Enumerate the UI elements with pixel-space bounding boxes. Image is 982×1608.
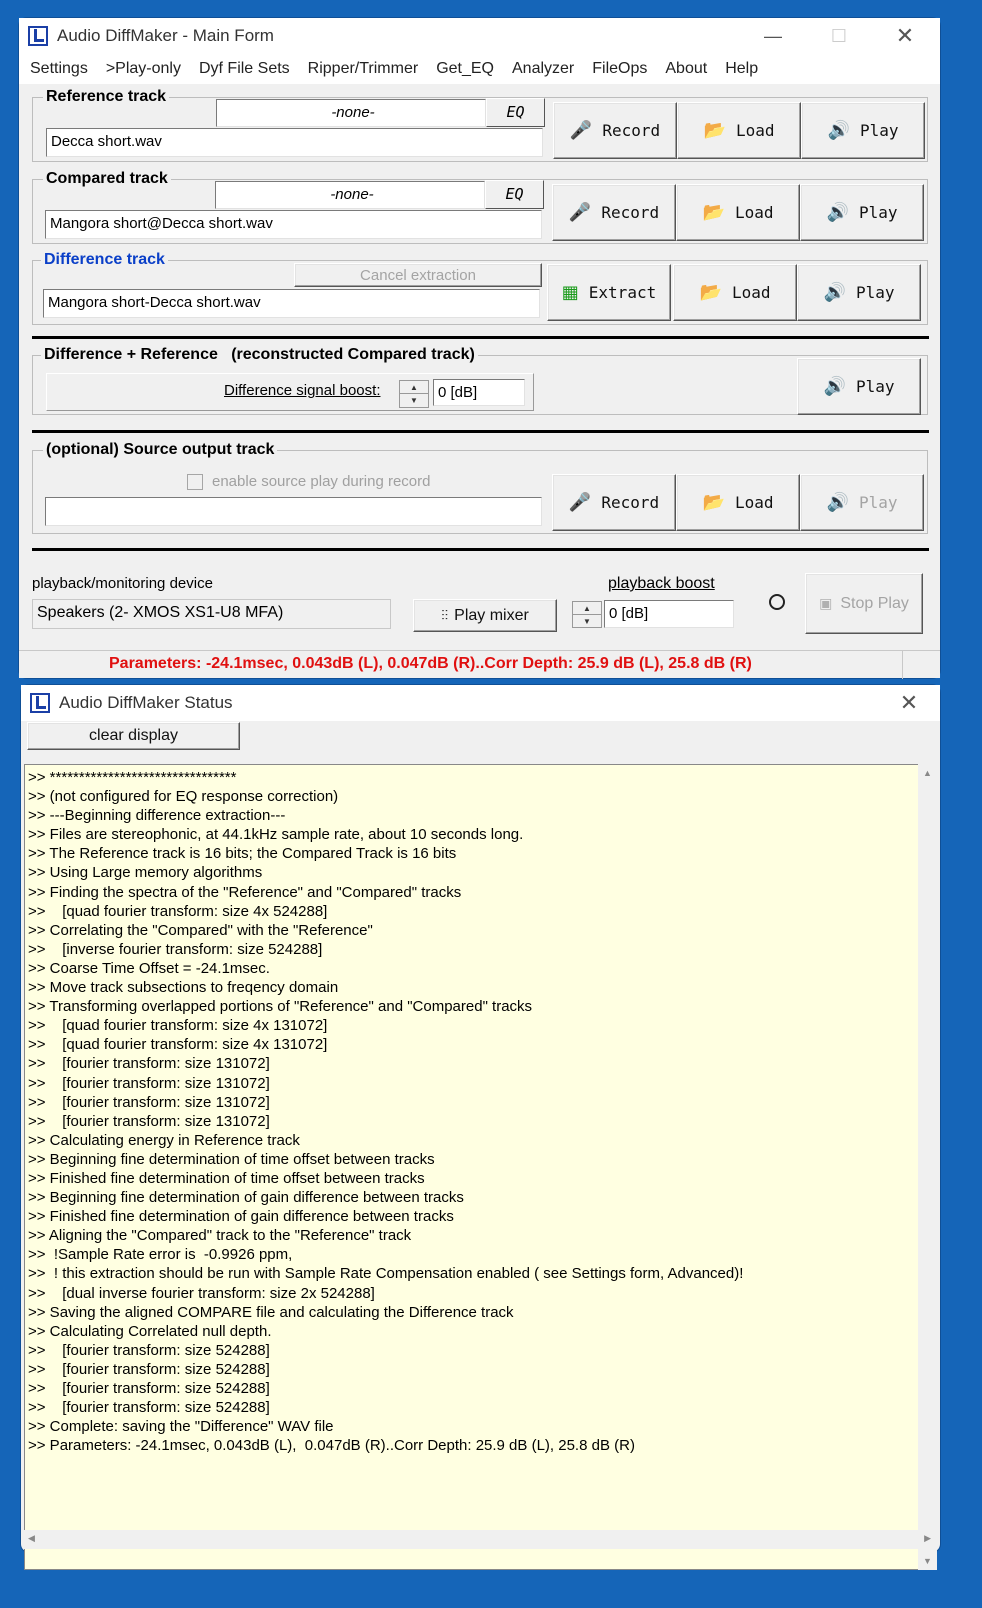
difference-boost-input[interactable]: 0 [dB] <box>433 379 525 406</box>
folder-icon: 📂 <box>702 492 725 513</box>
difference-play-button[interactable] <box>797 264 921 321</box>
menu-get-eq[interactable]: Get_EQ <box>436 60 494 77</box>
difference-track-label: Difference track <box>41 251 168 269</box>
log-line: >> [fourier transform: size 131072] <box>28 1055 270 1073</box>
scroll-right-icon[interactable]: ▶ <box>924 1533 931 1543</box>
log-line: >> [dual inverse fourier transform: size 2x 524288] <box>28 1284 375 1302</box>
reference-record-button[interactable] <box>553 102 677 159</box>
log-line: >> [fourier transform: size 524288] <box>28 1380 270 1397</box>
stop-play-label: Stop Play <box>840 594 909 612</box>
maximize-icon[interactable]: ☐ <box>830 26 848 46</box>
spin-up-icon[interactable]: ▲ <box>400 381 428 394</box>
main-status-bar <box>19 650 940 678</box>
microphone-icon: 🎤 <box>569 120 593 141</box>
menu-about[interactable]: About <box>665 60 708 77</box>
log-line: >> Correlating the "Compared" with the "Reference" <box>28 921 373 939</box>
section-divider <box>32 548 929 551</box>
speaker-icon: 🔊 <box>823 376 846 397</box>
scroll-left-icon[interactable]: ◀ <box>28 1533 35 1543</box>
log-line: >> [inverse fourier transform: size 524288] <box>28 940 323 958</box>
log-line: >> ---Beginning difference extraction--- <box>28 807 286 825</box>
difference-boost-label: Difference signal boost: <box>224 382 381 399</box>
log-line: >> [quad fourier transform: size 4x 524288] <box>28 902 328 920</box>
log-line: >> Complete: saving the "Difference" WAV file <box>28 1418 334 1436</box>
difference-load-label: Load <box>731 283 771 302</box>
stop-icon: ▣ <box>819 595 833 612</box>
scroll-up-icon[interactable]: ▲ <box>923 768 932 778</box>
compared-eq-value: -none- <box>215 181 485 209</box>
compared-file-field[interactable]: Mangora short@Decca short.wav <box>45 210 542 239</box>
log-line: >> !Sample Rate error is -0.9926 ppm, <box>28 1246 293 1264</box>
log-line: >> Finished fine determination of time offset between tracks <box>28 1169 425 1187</box>
log-line: >> Coarse Time Offset = -24.1msec. <box>28 959 270 977</box>
compared-play-button[interactable] <box>800 184 924 241</box>
playback-boost-label: playback boost <box>608 575 715 592</box>
status-log[interactable] <box>24 764 935 1570</box>
status-parameters: Parameters: -24.1msec, 0.043dB (L), 0.047dB (R)..Corr Depth: 25.9 dB (L), 25.8 dB (R) <box>109 655 752 672</box>
difference-file-field[interactable]: Mangora short-Decca short.wav <box>43 289 540 318</box>
app-logo-icon <box>28 26 48 46</box>
log-line: >> [fourier transform: size 131072] <box>28 1074 270 1092</box>
reconstructed-play-button[interactable] <box>797 358 921 415</box>
log-line: >> [quad fourier transform: size 4x 131072] <box>28 1017 328 1035</box>
playback-device-field[interactable]: Speakers (2- XMOS XS1-U8 MFA) <box>32 599 391 629</box>
clear-display-label: clear display <box>89 727 178 744</box>
log-line: >> The Reference track is 16 bits; the Compared Track is 16 bits <box>28 845 457 863</box>
calculator-icon: ▦ <box>561 282 579 303</box>
log-line: >> Beginning fine determination of time offset between tracks <box>28 1150 435 1168</box>
log-line: >> [fourier transform: size 524288] <box>28 1341 270 1359</box>
source-load-label: Load <box>734 493 774 512</box>
log-line: >> [fourier transform: size 524288] <box>28 1399 270 1417</box>
source-file-field[interactable] <box>45 497 542 526</box>
folder-icon: 📂 <box>702 202 725 223</box>
menu-ripper-trimmer[interactable]: Ripper/Trimmer <box>307 60 419 77</box>
log-line: >> Finding the spectra of the "Reference" and "Compared" tracks <box>28 883 462 901</box>
speaker-icon: 🔊 <box>827 120 850 141</box>
enable-source-checkbox[interactable] <box>187 474 203 490</box>
menu-fileops[interactable]: FileOps <box>592 60 648 77</box>
compared-load-button[interactable] <box>676 184 800 241</box>
menu-help[interactable]: Help <box>725 60 759 77</box>
status-window-title: Audio DiffMaker Status <box>59 693 233 712</box>
log-line: >> [fourier transform: size 131072] <box>28 1112 270 1130</box>
extract-button[interactable] <box>547 264 671 321</box>
log-line: >> Calculating energy in Reference track <box>28 1131 300 1149</box>
log-line: >> ******************************** <box>28 769 237 786</box>
source-record-label: Record <box>601 493 660 512</box>
status-title-bar[interactable] <box>21 685 940 721</box>
reference-load-button[interactable] <box>677 102 801 159</box>
mixer-icon: ⫶⫶ <box>441 607 449 624</box>
section-divider <box>32 336 929 339</box>
scroll-down-icon[interactable]: ▼ <box>923 1556 932 1566</box>
section-divider <box>32 430 929 433</box>
reference-eq-button[interactable]: EQ <box>486 98 545 127</box>
log-line: >> [fourier transform: size 524288] <box>28 1360 270 1378</box>
log-line: >> (not configured for EQ response correction) <box>28 788 339 806</box>
menu-dyf-file-sets[interactable]: Dyf File Sets <box>198 60 290 77</box>
reference-load-label: Load <box>735 121 775 140</box>
log-line: >> Parameters: -24.1msec, 0.043dB (L), 0.047dB (R)..Corr Depth: 25.9 dB (L), 25.8 dB (R) <box>28 1437 635 1455</box>
compared-record-button[interactable] <box>552 184 676 241</box>
main-title-bar[interactable] <box>19 18 940 54</box>
log-line: >> [fourier transform: size 131072] <box>28 1093 270 1111</box>
enable-source-label: enable source play during record <box>212 473 431 490</box>
playback-boost-input[interactable]: 0 [dB] <box>604 600 734 628</box>
close-icon[interactable]: ✕ <box>899 690 919 715</box>
source-record-button[interactable] <box>552 474 676 531</box>
status-window <box>21 685 940 1566</box>
status-indicator-icon <box>769 594 785 610</box>
stop-play-button[interactable] <box>805 573 923 634</box>
difference-play-label: Play <box>855 283 895 302</box>
reference-play-button[interactable] <box>801 102 925 159</box>
log-line: >> Saving the aligned COMPARE file and calculating the Difference track <box>28 1303 514 1321</box>
source-load-button[interactable] <box>676 474 800 531</box>
difference-boost-spinner[interactable] <box>399 380 429 408</box>
menu-settings[interactable]: Settings <box>30 60 88 77</box>
window-title: Audio DiffMaker - Main Form <box>57 26 274 45</box>
log-line: >> Calculating Correlated null depth. <box>28 1322 272 1340</box>
source-play-button[interactable] <box>800 474 924 531</box>
reference-play-label: Play <box>859 121 899 140</box>
minimize-icon[interactable]: — <box>764 26 782 46</box>
log-line: >> [quad fourier transform: size 4x 131072] <box>28 1036 328 1054</box>
compared-eq-button[interactable]: EQ <box>485 180 544 209</box>
compared-record-label: Record <box>601 203 660 222</box>
menu-analyzer[interactable]: Analyzer <box>512 60 575 77</box>
menu-play-only[interactable]: >Play-only <box>105 60 181 77</box>
spin-down-icon[interactable]: ▼ <box>410 396 418 405</box>
microphone-icon: 🎤 <box>568 202 592 223</box>
play-mixer-label: Play mixer <box>454 606 529 624</box>
reconstructed-label: Difference + Reference (reconstructed Compared track) <box>41 346 478 364</box>
cancel-extraction-label: Cancel extraction <box>360 266 476 284</box>
play-mixer-button[interactable] <box>413 599 557 632</box>
log-line: >> Aligning the "Compared" track to the "Reference" track <box>28 1227 412 1245</box>
compared-track-label: Compared track <box>43 170 171 188</box>
log-line: >> ! this extraction should be run with Sample Rate Compensation enabled ( see Settings form, Advanced)! <box>28 1265 744 1283</box>
reference-eq-value: -none- <box>216 99 486 127</box>
speaker-icon: 🔊 <box>823 282 846 303</box>
folder-icon: 📂 <box>703 120 726 141</box>
log-line: >> Beginning fine determination of gain difference between tracks <box>28 1189 464 1207</box>
spin-down-icon[interactable]: ▼ <box>583 616 591 626</box>
source-play-label: Play <box>858 493 898 512</box>
playback-boost-spinner[interactable] <box>572 601 602 628</box>
source-output-label: (optional) Source output track <box>43 441 277 459</box>
log-line: >> Move track subsections to freqency domain <box>28 979 339 997</box>
speaker-icon: 🔊 <box>826 492 849 513</box>
status-panel <box>902 651 940 679</box>
extract-label: Extract <box>588 283 657 302</box>
log-line: >> Using Large memory algorithms <box>28 864 263 882</box>
reference-track-label: Reference track <box>43 88 169 106</box>
log-line: >> Finished fine determination of gain difference between tracks <box>28 1208 454 1226</box>
menu-bar <box>19 54 940 84</box>
cancel-extraction-button[interactable] <box>294 263 542 287</box>
app-logo-icon <box>30 693 50 713</box>
speaker-icon: 🔊 <box>826 202 849 223</box>
horizontal-scrollbar[interactable] <box>24 1530 935 1549</box>
reconstructed-play-label: Play <box>855 377 895 396</box>
log-line: >> Transforming overlapped portions of "Reference" and "Compared" tracks <box>28 998 533 1016</box>
difference-load-button[interactable] <box>673 264 797 321</box>
playback-device-label: playback/monitoring device <box>32 575 213 592</box>
close-icon[interactable]: ✕ <box>895 23 915 48</box>
main-form-window <box>19 18 940 678</box>
folder-icon: 📂 <box>699 282 722 303</box>
vertical-scrollbar[interactable] <box>918 764 937 1570</box>
compared-load-label: Load <box>734 203 774 222</box>
microphone-icon: 🎤 <box>568 492 592 513</box>
spin-up-icon[interactable]: ▲ <box>573 602 601 615</box>
log-line: >> Files are stereophonic, at 44.1kHz sample rate, about 10 seconds long. <box>28 826 524 844</box>
compared-play-label: Play <box>858 203 898 222</box>
reference-record-label: Record <box>602 121 661 140</box>
reference-file-field[interactable]: Decca short.wav <box>46 128 543 157</box>
clear-display-button[interactable] <box>27 722 240 750</box>
